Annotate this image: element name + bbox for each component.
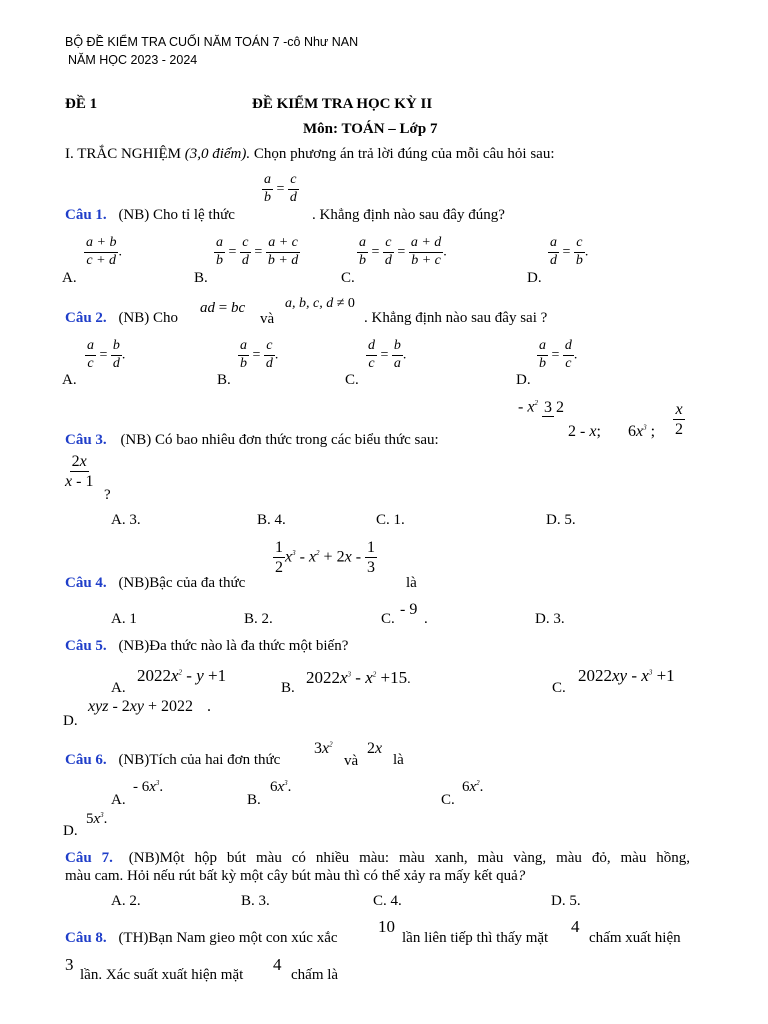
q3-expression-1: - $x^2$ 3 2 (518, 398, 564, 416)
q5-label: Câu 5. (65, 638, 107, 654)
q7-text-line-2: màu cam. Hỏi nếu rút bất kỳ một cây bút màu thì có thể xảy ra mấy kết quả (65, 868, 518, 884)
q7-line-1 (65, 850, 690, 867)
q7-option-b: B. 3. (241, 893, 270, 909)
q7-option-d: D. 5. (551, 893, 581, 909)
q1-text-pre: (NB) Cho tỉ lệ thức (118, 207, 235, 223)
q6-text-and: và (344, 753, 359, 769)
q2-text-and: và (260, 311, 275, 327)
q4-text-post: là (406, 575, 417, 591)
q1-given-proportion: $\frac{a}{b}$ = $\frac{c}{d}$ (264, 172, 297, 205)
q6-option-a: - $6x^3$. (133, 779, 164, 795)
q3-expression-4: $\frac{x}{2}$ (675, 401, 683, 439)
q2-stem (65, 310, 178, 327)
q2-option-a: $\frac{a}{c}$ = $\frac{b}{d}$ . (87, 338, 126, 371)
q6-option-c: $6x^2$. (462, 779, 484, 795)
q5-option-a: $2022x^2 - y +1$ (137, 666, 227, 685)
q8-number-4b: 4 (273, 955, 282, 974)
q6-text: (NB)Tích của hai đơn thức (118, 752, 281, 768)
q1-option-b-letter: B. (194, 270, 208, 286)
q8-text-mid: lần liên tiếp thì thấy mặt (402, 930, 549, 946)
q5-option-b-letter: B. (281, 680, 295, 696)
section-1-points: (3,0 điểm). (184, 146, 251, 162)
q3-text: (NB) Có bao nhiêu đơn thức trong các biểu thức sau: (120, 432, 439, 448)
q6-monomial-2: 2x (367, 740, 383, 757)
exam-title: ĐỀ KIỂM TRA HỌC KỲ II (252, 96, 433, 112)
q6-option-d-letter: D. (63, 823, 78, 839)
q6-option-d: $5x^3$. (86, 811, 108, 827)
q4-option-c-letter: C. (381, 611, 395, 627)
exam-number: ĐỀ 1 (65, 96, 98, 112)
q4-option-b: B. 2. (244, 611, 273, 627)
q5-option-a-letter: A. (111, 680, 126, 696)
q2-text-post: . Khẳng định nào sau đây sai ? (364, 310, 548, 326)
q5-option-d-letter: D. (63, 713, 78, 729)
q2-option-c-letter: C. (345, 372, 359, 388)
q6-option-a-letter: A. (111, 792, 126, 808)
q6-option-b: $6x^3$. (270, 779, 292, 795)
q8-number-4: 4 (571, 917, 580, 936)
q5-option-c: $2022xy - x^3 +1$ (578, 666, 675, 685)
q2-option-b-letter: B. (217, 372, 231, 388)
q2-text-pre: (NB) Cho (118, 310, 179, 326)
q1-label: Câu 1. (65, 207, 107, 223)
q5-option-c-letter: C. (552, 680, 566, 696)
q1-option-d: $\frac{a}{d}$ = $\frac{c}{b}$ . (550, 235, 589, 268)
q7-line-2 (65, 868, 525, 885)
q3-expression-5: $\frac{2x}{x - 1}$ (65, 453, 94, 491)
q1-option-c-letter: C. (341, 270, 355, 286)
q2-option-b: $\frac{a}{b}$ = $\frac{c}{d}$ . (240, 338, 279, 371)
q4-polynomial: $\frac{1}{2}$ $x^3 - x^2 + 2x$ - $\frac{1}{3}$ (275, 539, 376, 577)
section-1-instruction: Chọn phương án trả lời đúng của mỗi câu hỏi sau: (250, 146, 555, 162)
q1-option-c: $\frac{a}{b}$ = $\frac{c}{d}$ = $\frac{a + d}{b + c}$ . (359, 235, 447, 268)
q6-text-post: là (393, 752, 404, 768)
q5-option-b: $2022x^3 - x^2 +15$. (306, 668, 411, 687)
q8-number-3: 3 (65, 955, 74, 974)
q2-condition-ad-bc: ad = bc (200, 300, 246, 316)
q1-option-b: $\frac{a}{b}$ = $\frac{c}{d}$ = $\frac{a + c}{b + d}$ (216, 235, 299, 268)
q4-option-c-dot: . (424, 611, 428, 627)
q4-text: (NB)Bậc của đa thức (118, 575, 246, 591)
q1-text-post: . Khẳng định nào sau đây đúng? (312, 207, 505, 223)
q3-label: Câu 3. (65, 432, 107, 448)
q5-stem (65, 638, 348, 655)
q1-option-d-letter: D. (527, 270, 542, 286)
q1-option-a-letter: A. (62, 270, 77, 286)
section-1-heading (65, 146, 555, 163)
q8-text-line-2: lần. Xác suất xuất hiện mặt (80, 967, 244, 983)
q4-label: Câu 4. (65, 575, 107, 591)
q8-text-pre: (TH)Bạn Nam gieo một con xúc xắc (118, 930, 338, 946)
q2-condition-nonzero: a, b, c, d ≠ 0 (285, 296, 355, 311)
q4-stem (65, 575, 245, 592)
q8-text-post: chấm xuất hiện (589, 930, 681, 946)
q4-option-d: D. 3. (535, 611, 565, 627)
header-line-2: NĂM HỌC 2023 - 2024 (68, 53, 198, 67)
exam-subject: Môn: TOÁN – Lớp 7 (303, 121, 438, 137)
section-1-title: I. TRẮC NGHIỆM (65, 146, 185, 162)
q3-option-d: D. 5. (546, 512, 576, 528)
q1-option-a: $\frac{a + b}{c + d}$ . (86, 235, 122, 268)
q3-option-b: B. 4. (257, 512, 286, 528)
q3-expression-3: $6x^3$ ; (628, 423, 656, 440)
q6-option-c-letter: C. (441, 792, 455, 808)
q2-option-c: $\frac{d}{c}$ = $\frac{b}{a}$ . (368, 338, 407, 371)
q5-text: (NB)Đa thức nào là đa thức một biến? (118, 638, 349, 654)
q7-label: Câu 7. (65, 850, 113, 866)
q6-monomial-1: $3x^2$ (314, 740, 333, 757)
q3-end: ? (104, 487, 111, 503)
q4-option-c-value: - 9 (400, 601, 418, 618)
q8-label: Câu 8. (65, 930, 107, 946)
q8-number-10: 10 (378, 917, 395, 936)
q7-text-line-2-end: ? (517, 868, 526, 884)
q2-option-d: $\frac{a}{b}$ = $\frac{d}{c}$ . (539, 338, 578, 371)
q8-stem (65, 930, 338, 947)
q2-label: Câu 2. (65, 310, 107, 326)
q6-stem (65, 752, 280, 769)
q8-text-line-2-end: chấm là (291, 967, 339, 983)
q2-option-a-letter: A. (62, 372, 77, 388)
q3-option-c: C. 1. (376, 512, 405, 528)
q3-option-a: A. 3. (111, 512, 141, 528)
q7-option-a: A. 2. (111, 893, 141, 909)
q1-stem (65, 207, 235, 224)
q6-option-b-letter: B. (247, 792, 261, 808)
q6-label: Câu 6. (65, 752, 107, 768)
q3-stem (65, 432, 439, 449)
header-line-1: BỘ ĐỀ KIỂM TRA CUỐI NĂM TOÁN 7 -cô Như NAN (65, 35, 359, 49)
q4-option-a: A. 1 (111, 611, 137, 627)
q5-option-d: xyz - 2xy + 2022 . (88, 698, 211, 715)
q2-option-d-letter: D. (516, 372, 531, 388)
q7-text-line-1: (NB)Một hộp bút màu có nhiều màu: màu xanh, màu vàng, màu đỏ, màu hồng, (128, 850, 690, 866)
q7-option-c: C. 4. (373, 893, 402, 909)
q3-expression-2: 2 - x; (568, 423, 601, 440)
